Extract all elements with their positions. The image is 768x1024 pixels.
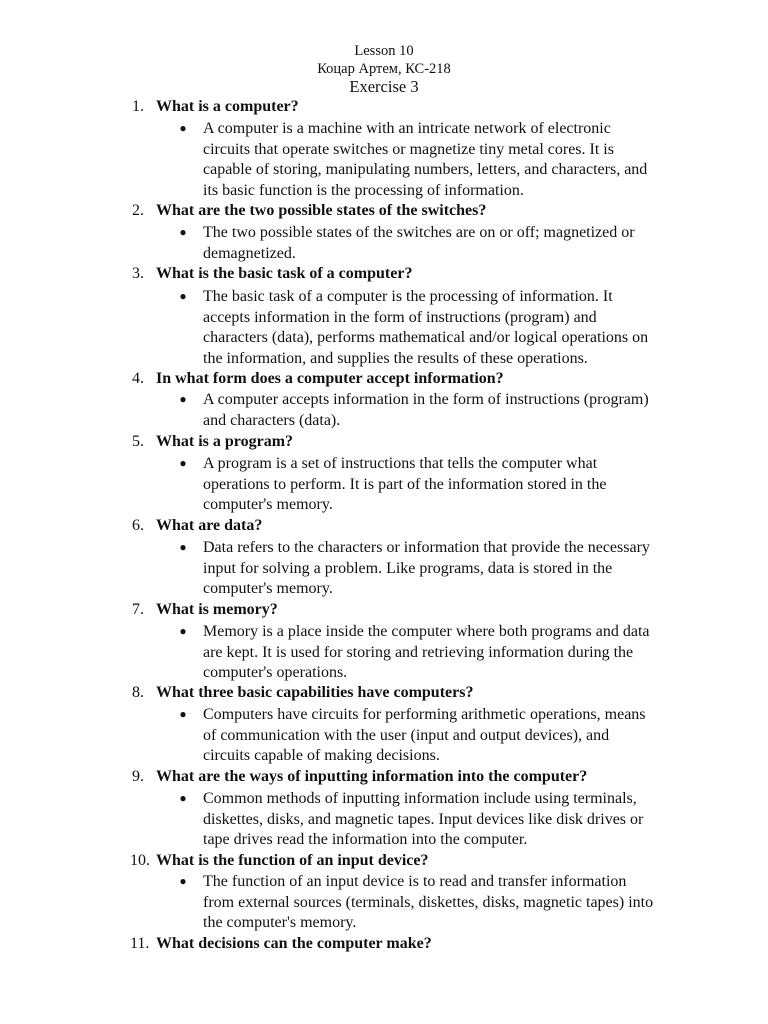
answer-line: capable of storing, manipulating numbers, letters, and characters, and <box>203 161 648 178</box>
question-item <box>0 368 768 389</box>
answer-line: tape drives read the information into the computer. <box>203 831 528 848</box>
answer-line: Computers have circuits for performing arithmetic operations, means <box>203 706 646 723</box>
question-text: What are the two possible states of the switches? <box>156 202 487 219</box>
question-text: What are data? <box>156 517 263 534</box>
answer-line: computer's memory. <box>203 496 333 513</box>
answer-line: computer's memory. <box>203 580 333 597</box>
answer-text <box>203 118 723 200</box>
answer-text <box>203 222 723 263</box>
question-item <box>0 599 768 620</box>
bullet-icon: ● <box>179 540 187 554</box>
question-item <box>0 766 768 787</box>
answer-line: Memory is a place inside the computer where both programs and data <box>203 623 650 640</box>
author-line: Коцар Артем, КС-218 <box>317 61 451 77</box>
answer-line: from external sources (terminals, diskettes, disks, magnetic tapes) into <box>203 893 654 911</box>
question-number: 11. <box>130 935 150 952</box>
answer-line: operations to perform. It is part of the information stored in the <box>203 475 607 493</box>
answer-line: the information, and supplies the results of these operations. <box>203 349 588 367</box>
question-text: What is a program? <box>156 433 294 450</box>
lesson-title: Lesson 10 <box>354 43 414 59</box>
answer-line: A program is a set of instructions that tells the computer what <box>203 455 598 472</box>
question-number: 1. <box>132 98 144 115</box>
bullet-icon: ● <box>179 624 187 638</box>
question-number: 9. <box>132 768 144 785</box>
answer-text <box>203 788 723 850</box>
answer-line: Common methods of inputting information include using terminals, <box>203 790 637 807</box>
question-number: 4. <box>132 370 144 387</box>
question-text: What is the function of an input device? <box>156 852 429 869</box>
question-item <box>0 96 768 117</box>
question-number: 8. <box>132 684 144 701</box>
bullet-icon: ● <box>179 225 187 239</box>
question-item <box>0 682 768 703</box>
answer-line: The basic task of a computer is the processing of information. It <box>203 288 613 305</box>
question-number: 6. <box>132 517 144 534</box>
question-item <box>0 933 768 954</box>
answer-line: Data refers to the characters or information that provide the necessary <box>203 539 650 556</box>
question-text: What are the ways of inputting information into the computer? <box>156 768 588 785</box>
answer-line: circuits that operate switches or magnetize tiny metal cores. It is <box>203 140 614 158</box>
answer-line: The two possible states of the switches are on or off; magnetized or <box>203 224 635 241</box>
answer-text <box>203 537 723 599</box>
answer-text <box>203 704 723 766</box>
answer-line: input for solving a problem. Like programs, data is stored in the <box>203 559 613 577</box>
answer-line: demagnetized. <box>203 244 296 262</box>
answer-line: are kept. It is used for storing and retrieving information during the <box>203 643 634 661</box>
bullet-icon: ● <box>179 791 187 805</box>
question-text: What is memory? <box>156 601 278 618</box>
answer-text <box>203 389 723 430</box>
bullet-icon: ● <box>179 456 187 470</box>
answer-text <box>203 621 723 683</box>
question-text: In what form does a computer accept information? <box>156 370 504 387</box>
question-text: What is a computer? <box>156 98 299 115</box>
bullet-icon: ● <box>179 874 187 888</box>
question-item <box>0 850 768 871</box>
question-item <box>0 431 768 452</box>
answer-text <box>203 286 723 368</box>
question-number: 10. <box>130 852 150 869</box>
question-item <box>0 263 768 284</box>
question-item <box>0 200 768 221</box>
answer-line: the computer's memory. <box>203 914 357 931</box>
answer-line: of communication with the user (input and output devices), and <box>203 726 610 744</box>
bullet-icon: ● <box>179 392 187 406</box>
question-item <box>0 515 768 536</box>
bullet-icon: ● <box>179 121 187 135</box>
answer-line: A computer is a machine with an intricate network of electronic <box>203 120 611 137</box>
answer-text <box>203 871 723 933</box>
question-text: What decisions can the computer make? <box>156 935 432 952</box>
answer-line: computer's operations. <box>203 664 348 681</box>
question-number: 2. <box>132 202 144 219</box>
answer-line: diskettes, disks, and magnetic tapes. Input devices like disk drives or <box>203 810 644 828</box>
question-number: 7. <box>132 601 144 618</box>
answer-line: accepts information in the form of instructions (program) and <box>203 308 597 326</box>
answer-line: A computer accepts information in the form of instructions (program) <box>203 391 649 408</box>
answer-line: and characters (data). <box>203 411 341 429</box>
answer-line: The function of an input device is to read and transfer information <box>203 873 627 890</box>
answer-line: circuits capable of making decisions. <box>203 747 440 764</box>
answer-line: its basic function is the processing of information. <box>203 181 524 199</box>
question-number: 3. <box>132 265 144 282</box>
answer-text <box>203 453 723 515</box>
exercise-title: Exercise 3 <box>349 77 419 96</box>
bullet-icon: ● <box>179 707 187 721</box>
question-text: What is the basic task of a computer? <box>156 265 413 282</box>
question-text: What three basic capabilities have computers? <box>156 684 474 701</box>
bullet-icon: ● <box>179 289 187 303</box>
question-number: 5. <box>132 433 144 450</box>
answer-line: characters (data), performs mathematical and/or logical operations on <box>203 329 649 346</box>
